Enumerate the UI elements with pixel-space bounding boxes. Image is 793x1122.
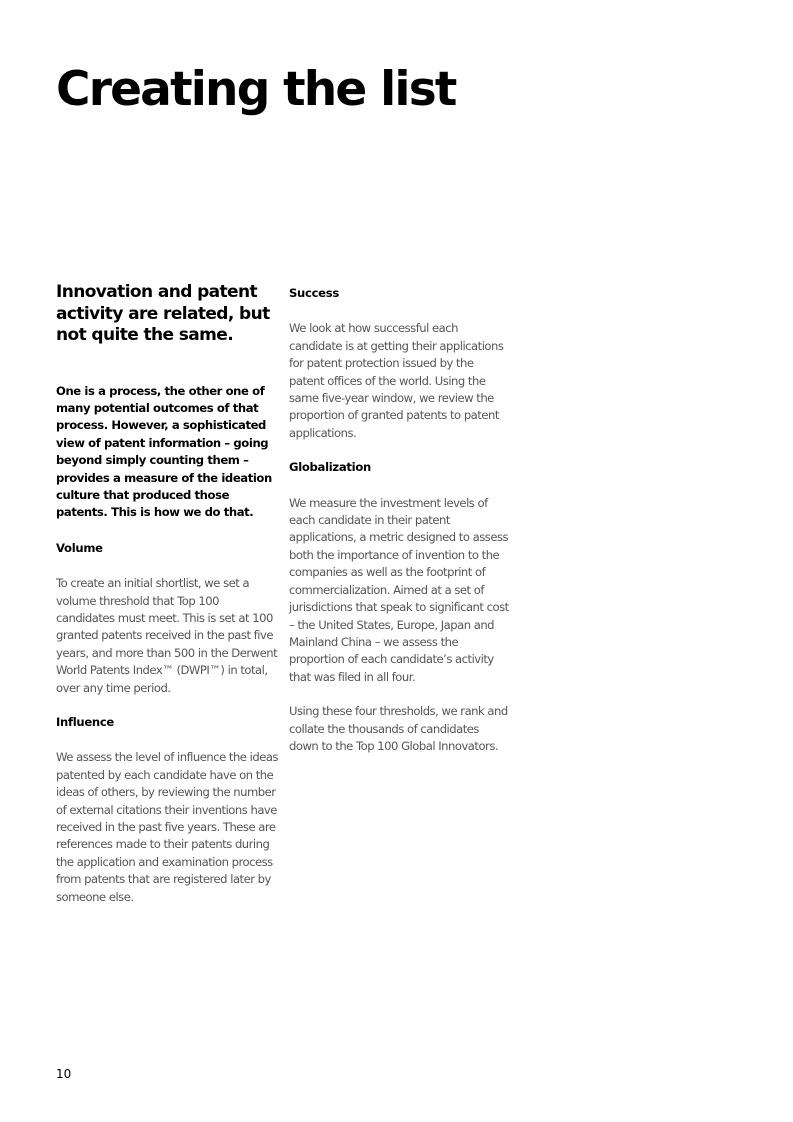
success-heading: Success [289, 286, 339, 300]
intro-paragraph: One is a process, the other one of many potential outcomes of that process. However, a sophisticated view of patent information – going beyond simply counting them – provides a measure of the ideation culture that produced those patents. This is how we do that. [56, 383, 272, 520]
influence-heading: Influence [56, 715, 114, 729]
volume-body: To create an initial shortlist, we set a volume threshold that Top 100 candidates must meet. This is set at 100 granted patents received in the past five years, and more than 500 in the Derwent World Patents Index™ (DWPI™) in total, over any time period. [56, 576, 278, 695]
globalization-body: We measure the investment levels of each candidate in their patent applications, a metric designed to assess both the importance of invention to the companies as well as the footprint of commercialization. Aimed at a set of jurisdictions that speak to significant cost – the United States, Europe, Japan and Mainland China – we assess the proportion of each candidate’s activity that was filed in all four. [289, 495, 509, 684]
left-column [56, 282, 278, 923]
conclusion-paragraph: Using these four thresholds, we rank and collate the thousands of candidates down to the Top 100 Global Innovators. [289, 704, 508, 753]
globalization-heading: Globalization [289, 460, 371, 475]
page-number: 10 [56, 1067, 72, 1081]
intro-heading: Innovation and patent activity are related, but not quite the same. [56, 282, 270, 345]
success-body: We look at how successful each candidate is at getting their applications for patent protection issued by the patent offices of the world. Using the same five-year window, we review the proportion of granted patents to patent applications. [289, 321, 504, 440]
right-column [289, 282, 511, 772]
influence-body: We assess the level of influence the ideas patented by each candidate have on the ideas of others, by reviewing the number of external citations their inventions have received in the past five years. These are references made to their patents during the application and examination process from patents that are registered later by someone else. [56, 750, 278, 904]
page-title: Creating the list [56, 62, 456, 117]
volume-heading: Volume [56, 540, 103, 555]
